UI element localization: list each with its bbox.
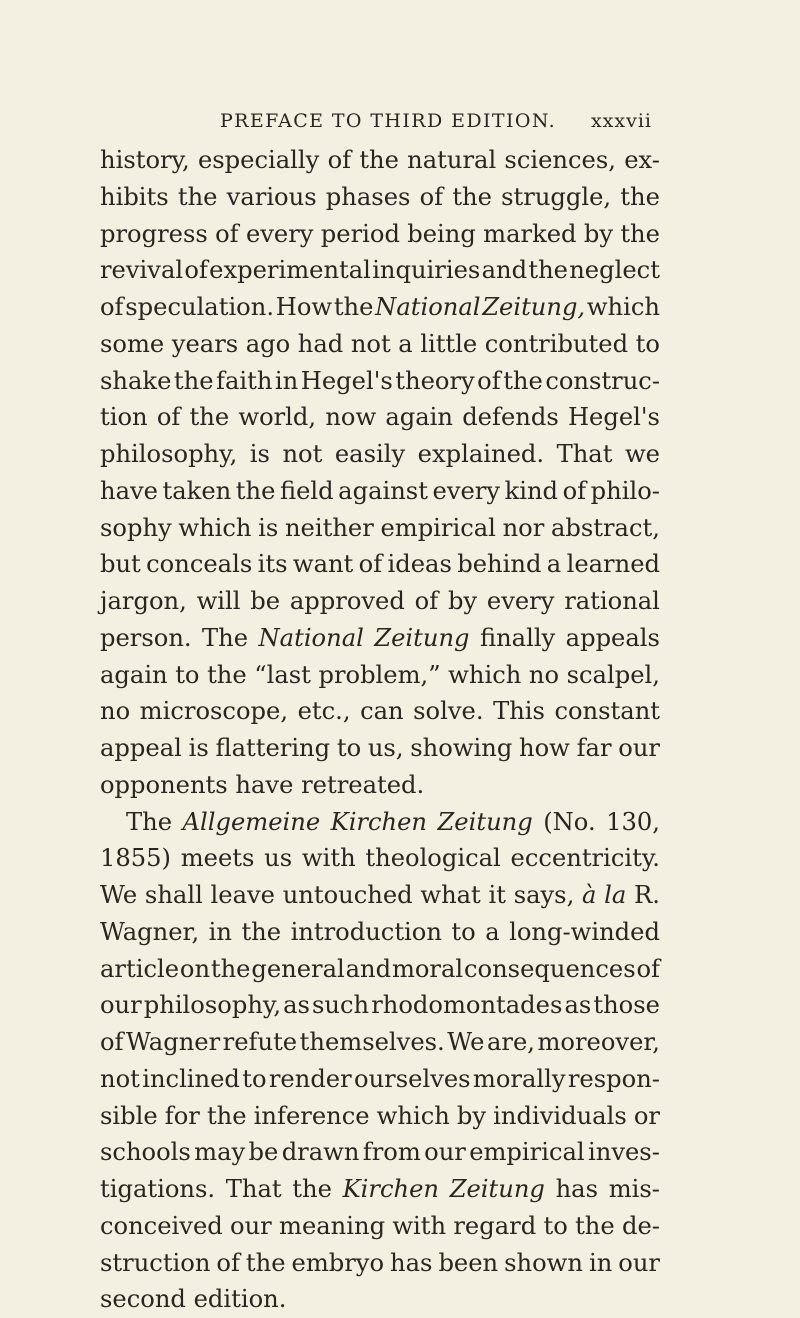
word: tigations.: [100, 1175, 216, 1203]
word: Hegel's: [567, 403, 660, 432]
word: appeals: [565, 623, 660, 652]
word: the: [333, 293, 374, 321]
word: conceals: [146, 550, 253, 579]
word: schools: [100, 1138, 191, 1167]
word: speculation.: [125, 293, 275, 321]
word: years: [171, 329, 239, 358]
word: our: [618, 1248, 660, 1277]
text-line: [100, 583, 660, 620]
word: untouched: [282, 881, 413, 909]
word: refute: [222, 1028, 298, 1056]
word: again: [385, 403, 453, 432]
word: struction: [100, 1248, 211, 1277]
word: of: [358, 550, 383, 579]
word: article: [100, 954, 180, 983]
word: us: [264, 844, 293, 873]
word: That: [225, 1175, 282, 1203]
word: no: [100, 697, 131, 726]
word: empirical: [380, 513, 496, 542]
text-line: [100, 326, 660, 363]
word: themselves.: [299, 1028, 445, 1056]
word: to: [175, 660, 200, 689]
word: field: [279, 476, 334, 505]
word: faith: [216, 366, 273, 395]
word: Allgemeine: [182, 807, 321, 836]
word: empirical: [469, 1138, 585, 1167]
text-line: [100, 1134, 660, 1171]
word: 1855): [100, 844, 171, 873]
word: shake: [100, 366, 172, 395]
word: easily: [334, 440, 406, 468]
word: some: [100, 329, 165, 358]
word: a: [546, 550, 562, 579]
word: against: [338, 476, 428, 505]
word: is: [249, 440, 270, 468]
word: constant: [554, 697, 660, 726]
word: embryo: [291, 1248, 385, 1277]
word: on: [179, 954, 211, 983]
text-line: [100, 1098, 660, 1135]
word: theological: [365, 844, 501, 873]
word: is: [188, 734, 209, 762]
word: no: [528, 660, 560, 689]
word: We: [447, 1028, 485, 1056]
word: the: [359, 146, 399, 174]
word: of: [184, 256, 208, 285]
word: conceived: [100, 1211, 223, 1240]
word: ago: [245, 329, 291, 358]
word: theory: [395, 366, 475, 395]
word: and: [345, 954, 392, 983]
word: with: [301, 844, 356, 873]
word: (No.: [543, 807, 596, 836]
word: be: [250, 587, 281, 615]
word: by: [456, 1101, 487, 1130]
word: taken: [162, 476, 232, 505]
word: history,: [100, 146, 190, 174]
word: struggle,: [501, 182, 612, 211]
word: again: [100, 660, 168, 689]
word: This: [493, 697, 545, 726]
word: the: [177, 182, 218, 211]
word: the: [528, 256, 568, 285]
word: of: [100, 293, 124, 321]
word: by: [447, 587, 478, 615]
word: in: [274, 366, 299, 395]
word: are,: [486, 1028, 535, 1056]
word: shall: [144, 881, 203, 909]
word: Zeitung,: [482, 293, 586, 321]
word: regard: [453, 1211, 537, 1240]
body-text: [100, 142, 660, 1318]
text-line: [100, 473, 660, 510]
word: our: [100, 991, 142, 1020]
word: every: [245, 219, 314, 248]
word: world,: [238, 403, 317, 432]
word: philosophy,: [100, 440, 238, 468]
text-line: [100, 436, 660, 473]
word: opponents: [100, 770, 228, 799]
word: to: [242, 1064, 267, 1093]
word: solve.: [413, 697, 484, 726]
text-line: [100, 730, 660, 767]
word: shown: [504, 1248, 583, 1277]
text-line: [100, 142, 660, 179]
word: not: [100, 1064, 140, 1093]
word: drawn: [281, 1138, 360, 1167]
text-line: [100, 914, 660, 951]
word: construc-: [545, 366, 660, 395]
word: introduction: [290, 917, 442, 946]
text-line: [100, 1208, 660, 1245]
word: has: [390, 1248, 433, 1277]
word: experimental: [209, 256, 371, 285]
word: Kirchen: [342, 1175, 439, 1203]
word: long-winded: [509, 917, 660, 946]
text-line: [100, 951, 660, 988]
word: or: [633, 1101, 660, 1130]
word: finally: [479, 623, 556, 652]
word: from: [362, 1138, 421, 1167]
word: will: [196, 587, 241, 615]
word: such: [312, 991, 370, 1020]
word: of: [215, 219, 239, 248]
word: may: [194, 1138, 246, 1167]
text-line: [100, 657, 660, 694]
word: inclined: [142, 1064, 240, 1093]
word: eccentricity.: [510, 844, 660, 873]
word: R.: [634, 881, 660, 909]
word: ideas: [387, 550, 452, 579]
word: the: [235, 476, 276, 505]
text-line: [100, 216, 660, 253]
word: second: [100, 1285, 186, 1314]
word: mis-: [608, 1175, 660, 1203]
word: Wagner,: [100, 917, 200, 946]
word: Zeitung: [437, 807, 533, 836]
word: the: [210, 954, 251, 983]
text-line: [100, 510, 660, 547]
word: but: [100, 550, 141, 579]
word: of: [419, 182, 444, 211]
word: and: [481, 256, 528, 285]
word: is: [258, 513, 279, 542]
word: which: [448, 660, 522, 689]
word: National: [258, 623, 364, 652]
word: natural: [407, 146, 497, 174]
word: the: [452, 182, 492, 211]
word: revival: [100, 256, 184, 285]
text-line: [100, 1245, 660, 1282]
word: consequences: [464, 954, 636, 983]
word: Hegel's: [300, 366, 393, 395]
word: à: [582, 881, 597, 909]
word: tion: [100, 403, 148, 432]
word: appeal: [100, 734, 182, 762]
word: ex-: [624, 146, 660, 174]
word: of: [414, 587, 439, 615]
word: rhodomontades: [371, 991, 563, 1020]
word: Kirchen: [330, 807, 428, 836]
word: not: [282, 440, 323, 468]
word: leave: [210, 881, 275, 909]
text-line: [100, 620, 660, 657]
word: approved: [289, 587, 405, 615]
word: has: [555, 1175, 599, 1203]
word: its: [257, 550, 288, 579]
word: scalpel,: [566, 660, 660, 689]
word: as: [283, 991, 310, 1020]
word: of: [562, 476, 587, 505]
word: How: [275, 293, 333, 321]
word: little: [420, 329, 478, 358]
word: explained.: [417, 440, 545, 468]
word: Zeitung: [374, 623, 470, 652]
text-line: [100, 767, 660, 804]
word: We: [100, 881, 138, 909]
word: learned: [566, 550, 660, 579]
word: in: [208, 917, 232, 946]
word: person.: [100, 623, 192, 652]
word: the: [575, 1211, 615, 1240]
word: meaning: [279, 1211, 386, 1240]
word: Zeitung: [449, 1175, 545, 1203]
word: of: [216, 1248, 240, 1277]
word: edition.: [193, 1285, 287, 1314]
word: for: [164, 1101, 200, 1130]
word: la: [604, 881, 627, 909]
word: as: [564, 991, 592, 1020]
word: philosophy,: [143, 991, 282, 1020]
word: philo-: [590, 476, 660, 505]
word: moral: [391, 954, 464, 983]
word: defends: [462, 403, 559, 432]
word: of: [477, 366, 501, 395]
word: the: [206, 1101, 247, 1130]
text-line: [100, 804, 660, 841]
word: a: [485, 917, 500, 946]
text-line: [100, 179, 660, 216]
word: general: [251, 954, 345, 983]
word: sophy: [100, 513, 172, 542]
text-line: [100, 289, 660, 326]
word: de-: [621, 1211, 660, 1240]
text-line: [100, 877, 660, 914]
word: the: [173, 366, 214, 395]
word: to: [451, 917, 476, 946]
word: have: [100, 476, 158, 505]
word: neither: [284, 513, 374, 542]
word: phases: [325, 182, 411, 211]
word: neglect: [569, 256, 660, 285]
word: what: [420, 881, 481, 909]
word: our: [230, 1211, 272, 1240]
word: behind: [457, 550, 542, 579]
word: especially: [197, 146, 320, 174]
word: ourselves: [354, 1064, 471, 1093]
word: which: [178, 513, 252, 542]
word: The: [202, 623, 249, 652]
word: can: [360, 697, 404, 726]
word: inquiries: [372, 256, 481, 285]
word: etc.,: [297, 697, 351, 726]
running-title: PREFACE TO THIRD EDITION.: [220, 110, 557, 132]
word: by: [583, 219, 614, 248]
word: the: [245, 1248, 286, 1277]
text-line: [100, 1171, 660, 1208]
word: want: [292, 550, 354, 579]
word: be: [248, 1138, 279, 1167]
word: to: [336, 734, 362, 762]
word: of: [636, 954, 660, 983]
word: we: [624, 440, 660, 468]
word: not: [350, 329, 391, 358]
word: the: [207, 660, 247, 689]
word: That: [556, 440, 613, 468]
word: sible: [100, 1101, 158, 1130]
text-line: [100, 1061, 660, 1098]
word: with: [392, 1211, 447, 1240]
word: of: [100, 1028, 124, 1056]
word: it: [488, 881, 506, 909]
word: our: [618, 734, 660, 762]
word: progress: [100, 219, 208, 248]
word: the: [241, 917, 282, 946]
word: every: [432, 476, 501, 505]
text-line: [100, 399, 660, 436]
word: Wagner: [126, 1028, 221, 1056]
word: respon-: [567, 1064, 660, 1093]
word: how: [519, 734, 570, 762]
text-line: [100, 840, 660, 877]
word: rational: [564, 587, 660, 615]
word: in: [588, 1248, 613, 1277]
word: us,: [367, 734, 404, 762]
word: which: [376, 1101, 450, 1130]
word: individuals: [493, 1101, 627, 1130]
word: meets: [180, 844, 255, 873]
word: period: [320, 219, 400, 248]
page-number: xxxvii: [590, 110, 652, 132]
word: showing: [410, 734, 513, 762]
word: which: [586, 293, 660, 321]
word: contributed: [484, 329, 629, 358]
word: of: [156, 403, 181, 432]
word: National: [375, 293, 481, 321]
word: render: [268, 1064, 352, 1093]
word: inference: [253, 1101, 370, 1130]
word: inves-: [588, 1138, 660, 1167]
word: hibits: [100, 182, 169, 211]
word: a: [398, 329, 413, 358]
word: moreover,: [537, 1028, 660, 1056]
word: The: [126, 807, 173, 836]
word: the: [620, 219, 660, 248]
text-line: [100, 1024, 660, 1061]
word: the: [292, 1175, 332, 1203]
word: been: [438, 1248, 499, 1277]
word: abstract,: [550, 513, 660, 542]
word: flattering: [215, 734, 331, 762]
word: marked: [483, 219, 577, 248]
word: morally: [472, 1064, 566, 1093]
word: nor: [502, 513, 545, 542]
word: far: [576, 734, 612, 762]
word: sciences,: [504, 146, 616, 174]
word: to: [543, 1211, 568, 1240]
word: “last: [254, 660, 311, 689]
word: those: [593, 991, 660, 1020]
word: kind: [504, 476, 559, 505]
running-head: [100, 110, 652, 138]
text-line: [100, 546, 660, 583]
text-line: [100, 987, 660, 1024]
word: says,: [513, 881, 575, 909]
word: problem,”: [318, 660, 441, 689]
word: 130,: [606, 807, 660, 836]
word: retreated.: [301, 770, 425, 799]
word: the: [503, 366, 543, 395]
word: our: [424, 1138, 466, 1167]
text-line: [100, 363, 660, 400]
word: had: [297, 329, 344, 358]
word: jargon,: [100, 587, 187, 615]
word: have: [235, 770, 294, 799]
word: the: [189, 403, 230, 432]
word: microscope,: [139, 697, 289, 726]
word: to: [635, 329, 660, 358]
word: every: [486, 587, 555, 615]
word: of: [327, 146, 352, 174]
text-line: [100, 693, 660, 730]
word: various: [226, 182, 317, 211]
word: being: [407, 219, 476, 248]
word: now: [325, 403, 377, 432]
text-line: [100, 252, 660, 289]
word: the: [620, 182, 660, 211]
